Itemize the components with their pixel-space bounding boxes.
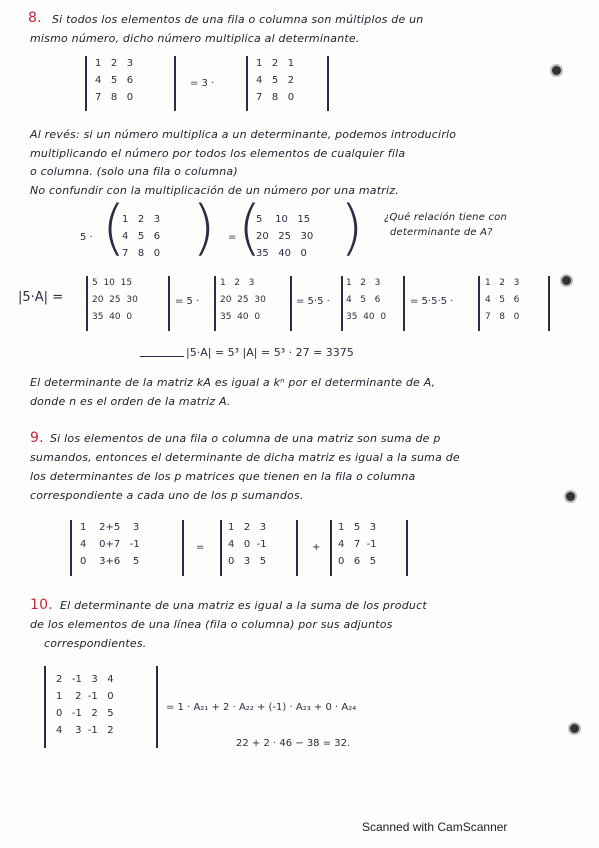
p8-matrix1: 1 2 3 4 5 6 7 8 0 — [95, 58, 134, 103]
p8-number: 8. — [28, 10, 42, 26]
p9-m1-bar-left — [70, 520, 72, 576]
p10-result: 22 + 2 · 46 − 38 = 32. — [236, 738, 351, 749]
calc-b-bar-left — [214, 276, 216, 331]
p9-plus: + — [312, 542, 321, 553]
p9-line1: Si los elementos de una fila o columna de una matriz son suma de p — [50, 432, 441, 445]
p9-m1-bar-right — [182, 520, 184, 576]
rev-line3: o columna. (solo una fila o columna) — [30, 165, 238, 178]
p8-m2-bar-left — [246, 56, 248, 111]
p9-m2-bar-right — [296, 520, 298, 576]
p8-m1-bar-right — [174, 56, 176, 111]
calc-matrix-b: 1 2 3 20 25 30 35 40 0 — [220, 278, 266, 322]
rev-matrix1: 1 2 3 4 5 6 7 8 0 — [122, 214, 161, 259]
p9-m2-bar-left — [220, 520, 222, 576]
p8-m2-bar-right — [327, 56, 329, 111]
calc-note-line2: donde n es el orden de la matriz A. — [30, 395, 231, 408]
rev-m1-paren-left: ( — [102, 193, 126, 263]
calc-d-bar-right — [548, 276, 550, 331]
rev-question-line2: determinante de A? — [390, 227, 493, 238]
calc-eq2: = 5·5 · — [296, 296, 330, 307]
calc-arrow-line — [140, 356, 184, 357]
calc-matrix-a: 5 10 15 20 25 30 35 40 0 — [92, 278, 138, 322]
calc-c-bar-right — [403, 276, 405, 331]
p9-matrix3: 1 5 3 4 7 -1 0 6 5 — [338, 522, 377, 567]
p8-equals: = 3 · — [190, 78, 215, 89]
p9-line3: los determinantes de los p matrices que tienen en la fila o columna — [30, 470, 416, 483]
rev-m2-paren-right: ) — [340, 193, 364, 263]
calc-matrix-d: 1 2 3 4 5 6 7 8 0 — [485, 278, 520, 322]
calc-note-line1: El determinante de la matriz kA es igual a kⁿ por el determinante de A, — [30, 376, 436, 389]
p10-m-bar-right — [156, 666, 158, 748]
calc-d-bar-left — [478, 276, 480, 331]
p10-formula: = 1 · A₂₁ + 2 · A₂₂ + (-1) · A₂₃ + 0 · A₂₄ — [166, 702, 357, 713]
p10-number: 10. — [30, 597, 53, 613]
rev-line1: Al revés: si un número multiplica a un determinante, podemos introducirlo — [30, 128, 457, 141]
p8-line1: Si todos los elementos de una fila o columna son múltiplos de un — [52, 13, 424, 26]
calc-eq3: = 5·5·5 · — [410, 296, 454, 307]
calc-lhs: |5·A| = — [18, 290, 64, 305]
rev-m1-paren-right: ) — [192, 193, 216, 263]
rev-question-line1: ¿Qué relación tiene con — [384, 212, 508, 223]
p10-line1: El determinante de una matriz es igual a la suma de los product — [60, 599, 427, 612]
p9-matrix1: 1 2+5 3 4 0+7 -1 0 3+6 5 — [80, 522, 140, 567]
calc-b-bar-right — [290, 276, 292, 331]
rev-line4: No confundir con la multiplicación de un número por una matriz. — [30, 184, 399, 197]
p9-matrix2: 1 2 3 4 0 -1 0 3 5 — [228, 522, 267, 567]
binder-hole — [566, 492, 575, 501]
p8-line2: mismo número, dicho número multiplica al determinante. — [30, 32, 360, 45]
calc-c-bar-left — [341, 276, 343, 331]
p10-line2: de los elementos de una línea (fila o columna) por sus adjuntos — [30, 618, 393, 631]
calc-a-bar-left — [86, 276, 88, 331]
rev-five: 5 · — [80, 232, 93, 243]
binder-hole — [570, 724, 579, 733]
p8-matrix2: 1 2 1 4 5 2 7 8 0 — [256, 58, 295, 103]
p10-matrix: 2 -1 3 4 1 2 -1 0 0 -1 2 5 4 3 -1 2 — [56, 674, 114, 736]
p9-m3-bar-left — [330, 520, 332, 576]
p9-m3-bar-right — [406, 520, 408, 576]
rev-equals: = — [228, 232, 237, 243]
rev-line2: multiplicando el número por todos los elementos de cualquier fila — [30, 147, 406, 160]
p9-equals: = — [196, 542, 205, 553]
calc-result: |5·A| = 5³ |A| = 5³ · 27 = 3375 — [186, 346, 354, 359]
p10-line3: correspondientes. — [44, 637, 147, 650]
calc-eq1: = 5 · — [175, 296, 200, 307]
calc-a-bar-right — [168, 276, 170, 331]
binder-hole — [552, 66, 561, 75]
p9-line4: correspondiente a cada uno de los p sumandos. — [30, 489, 304, 502]
binder-hole — [562, 276, 571, 285]
p8-m1-bar-left — [85, 56, 87, 111]
p9-number: 9. — [30, 430, 44, 446]
scanner-watermark: Scanned with CamScanner — [362, 820, 508, 834]
p10-m-bar-left — [44, 666, 46, 748]
rev-matrix2: 5 10 15 20 25 30 35 40 0 — [256, 214, 314, 259]
calc-matrix-c: 1 2 3 4 5 6 35 40 0 — [346, 278, 387, 322]
p9-line2: sumandos, entonces el determinante de dicha matriz es igual a la suma de — [30, 451, 460, 464]
rev-m2-paren-left: ( — [238, 193, 262, 263]
